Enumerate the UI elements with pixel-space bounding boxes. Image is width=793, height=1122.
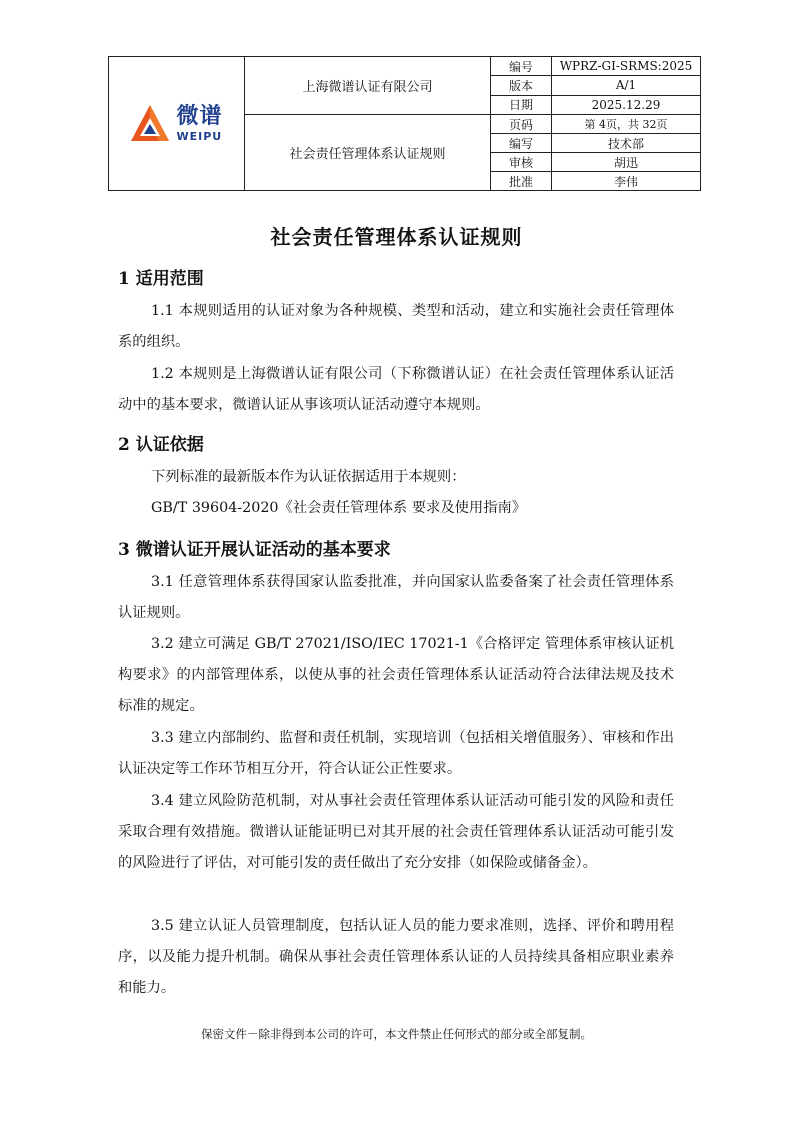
confidential-footer: 保密文件－除非得到本公司的许可，本文件禁止任何形式的部分或全部复制。: [201, 1027, 592, 1041]
section-2-heading: 2 认证依据: [118, 435, 204, 455]
logo-en-text: WEIPU: [176, 129, 223, 143]
field-value-number: WPRZ-GI-SRMS:2025: [552, 57, 701, 76]
section-1-para-1: 1.1 本规则适用的认证对象为各种规模、类型和活动，建立和实施社会责任管理体系的组织。: [118, 303, 674, 350]
company-logo: [109, 104, 244, 144]
logo-cell: [109, 57, 245, 191]
header-table: [108, 56, 701, 191]
section-3-para-3: 3.3 建立内部制约、监督和责任机制，实现培训（包括相关增值服务）、审核和作出认证决定等工作环节相互分开，符合认证公正性要求。: [118, 730, 674, 777]
section-3-para-2: 3.2 建立可满足 GB/T 27021/ISO/IEC 17021-1《合格评定 管理体系审核认证机构要求》的内部管理体系，以使从事的社会责任管理体系认证活动符合法律法规及技术标准的规定。: [118, 636, 674, 714]
section-3-para-1: 3.1 任意管理体系获得国家认监委批准，并向国家认监委备案了社会责任管理体系认证规则。: [118, 574, 674, 621]
header-doc-title: 社会责任管理体系认证规则: [245, 115, 491, 191]
field-label-approver: 批准: [491, 172, 552, 191]
field-value-page: 第 4页，共 32页: [552, 115, 701, 134]
logo-cn-text: 微谱: [176, 103, 223, 129]
section-2-para-2: GB/T 39604-2020《社会责任管理体系 要求及使用指南》: [151, 500, 527, 516]
section-3-heading: 3 微谱认证开展认证活动的基本要求: [118, 540, 391, 560]
field-label-number: 编号: [491, 57, 552, 76]
field-value-version: A/1: [552, 76, 701, 95]
section-2-para-1: 下列标准的最新版本作为认证依据适用于本规则：: [151, 469, 466, 485]
company-name: 上海微谱认证有限公司: [245, 57, 491, 115]
field-value-approver: 李伟: [552, 172, 701, 191]
field-label-page: 页码: [491, 115, 552, 134]
field-value-reviewer: 胡迅: [552, 153, 701, 172]
field-value-date: 2025.12.29: [552, 95, 701, 114]
section-1-heading: 1 适用范围: [118, 269, 204, 289]
weipu-logo-icon: [130, 104, 170, 144]
field-label-date: 日期: [491, 95, 552, 114]
field-label-version: 版本: [491, 76, 552, 95]
field-label-author: 编写: [491, 134, 552, 153]
document-title: 社会责任管理体系认证规则: [270, 225, 523, 249]
field-value-author: 技术部: [552, 134, 701, 153]
section-1-para-2: 1.2 本规则是上海微谱认证有限公司（下称微谱认证）在社会责任管理体系认证活动中的基本要求，微谱认证从事该项认证活动遵守本规则。: [118, 366, 674, 413]
section-3-para-5: 3.5 建立认证人员管理制度，包括认证人员的能力要求准则，选择、评价和聘用程序，以及能力提升机制。确保从事社会责任管理体系认证的人员持续具备相应职业素养和能力。: [118, 918, 674, 996]
field-label-reviewer: 审核: [491, 153, 552, 172]
section-3-para-4: 3.4 建立风险防范机制，对从事社会责任管理体系认证活动可能引发的风险和责任采取合理有效措施。微谱认证能证明已对其开展的社会责任管理体系认证活动可能引发的风险进行了评估，对可能引发的责任做出了充分安排（如保险或储备金）。: [118, 793, 674, 871]
